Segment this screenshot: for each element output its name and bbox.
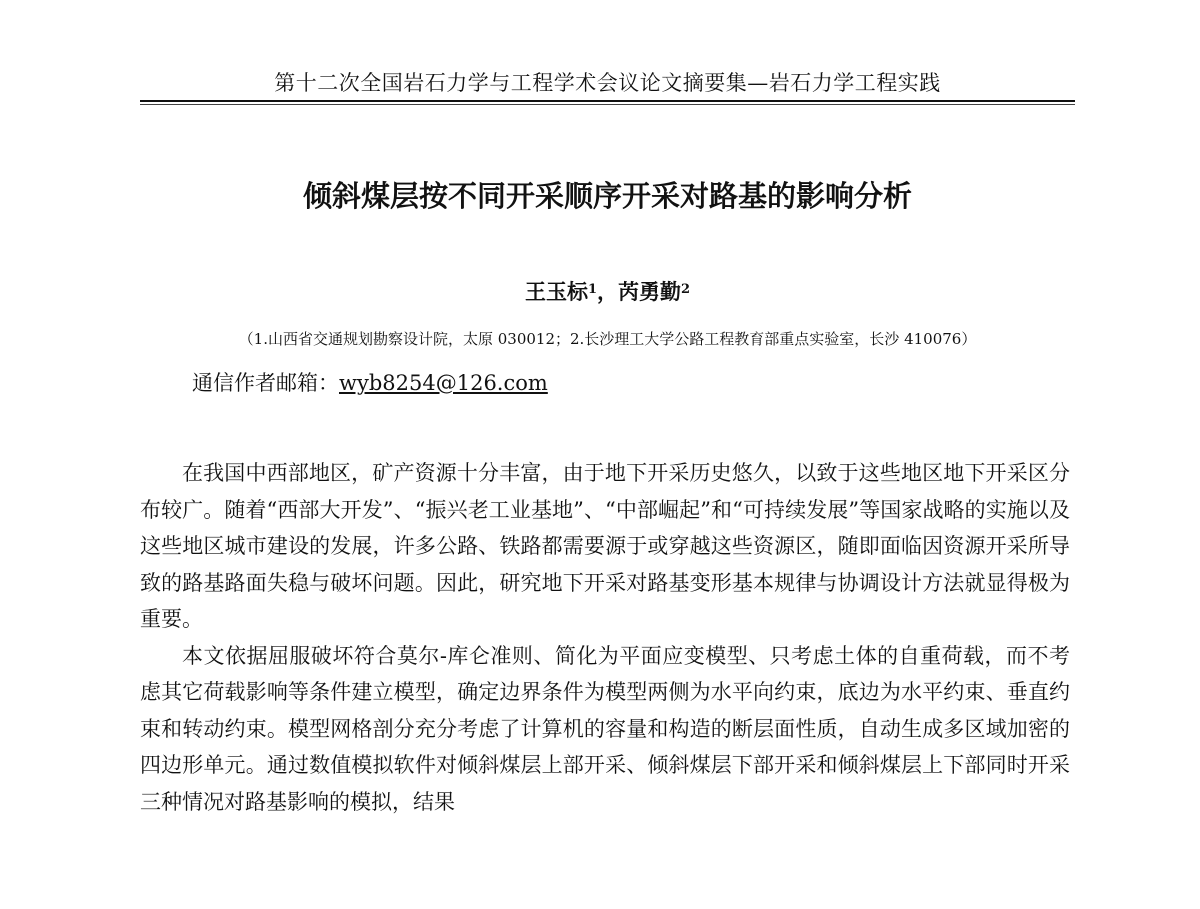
email-label: 通信作者邮箱： [192, 371, 339, 395]
author-name: 芮勇勤 [618, 279, 681, 304]
running-header: 第十二次全国岩石力学与工程学术会议论文摘要集—岩石力学工程实践 [274, 71, 941, 95]
author-affiliation-mark: 2 [681, 282, 691, 297]
header-rule-secondary [140, 104, 1075, 105]
affiliation-line: （1.山西省交通规划勘察设计院，太原 030012；2.长沙理工大学公路工程教育部重点实验室，长沙 410076） [238, 330, 977, 348]
email-link[interactable]: wyb8254@126.com [339, 371, 548, 395]
paper-title: 倾斜煤层按不同开采顺序开采对路基的影响分析 [302, 179, 912, 213]
abstract-body [140, 455, 1070, 820]
author-separator: ， [597, 279, 618, 304]
corresponding-email-line [192, 367, 548, 399]
author-line [140, 277, 1075, 307]
author-name: 王玉标 [524, 279, 588, 304]
body-paragraph: 在我国中西部地区，矿产资源十分丰富，由于地下开采历史悠久，以致于这些地区地下开采区分布较广。随着“西部大开发”、“振兴老工业基地”、“中部崛起”和“可持续发展”等国家战略的实施以及这些地区城市建设的发展，许多公路、铁路都需要源于或穿越这些资源区，随即面临因资源开采所导致的路基路面失稳与破坏问题。因此，研究地下开采对路基变形基本规律与协调设计方法就显得极为重要。 [140, 461, 1070, 631]
header-rule [140, 100, 1075, 102]
body-paragraph: 本文依据屈服破坏符合莫尔-库仑准则、简化为平面应变模型、只考虑土体的自重荷载，而不考虑其它荷载影响等条件建立模型，确定边界条件为模型两侧为水平向约束，底边为水平约束、垂直约束和转动约束。模型网格剖分充分考虑了计算机的容量和构造的断层面性质，自动生成多区域加密的四边形单元。通过数值模拟软件对倾斜煤层上部开采、倾斜煤层下部开采和倾斜煤层上下部同时开采三种情况对路基影响的模拟，结果 [140, 643, 1070, 814]
author-affiliation-mark: 1 [587, 282, 597, 297]
